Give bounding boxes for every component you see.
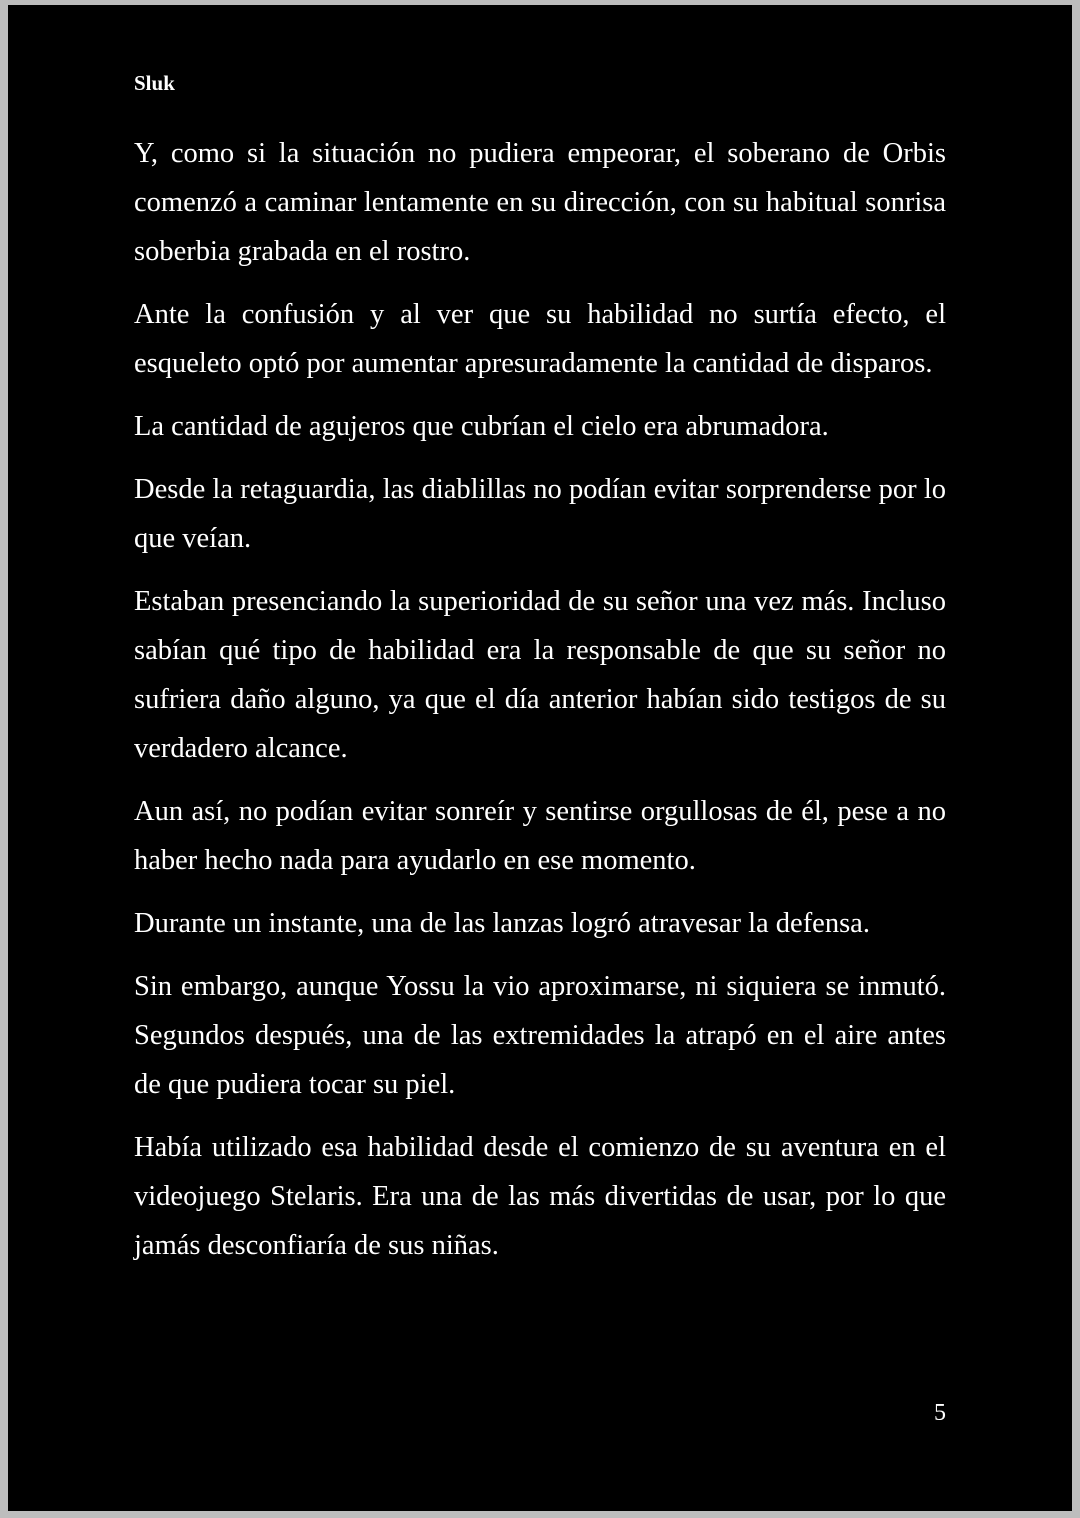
paragraph-9: Había utilizado esa habilidad desde el comienzo de su aventura en el videojuego Stelaris. Era una de las más divertidas de usar, por lo que jamás desconfiaría de sus niñas. — [134, 1132, 946, 1261]
paragraph-8: Sin embargo, aunque Yossu la vio aproximarse, ni siquiera se inmutó. Segundos después, una de las extremidades la atrapó en el aire antes de que pudiera tocar su piel. — [134, 971, 946, 1100]
paragraph-3: La cantidad de agujeros que cubrían el cielo era abrumadora. — [134, 411, 829, 442]
page-number: 5 — [934, 1400, 946, 1426]
paragraph-5: Estaban presenciando la superioridad de su señor una vez más. Incluso sabían qué tipo de habilidad era la responsable de que su señor no sufriera daño alguno, ya que el día anterior habían sido testigos de su verdadero alcance. — [134, 586, 946, 764]
paragraph-2: Ante la confusión y al ver que su habilidad no surtía efecto, el esqueleto optó por aumentar apresuradamente la cantidad de disparos. — [134, 299, 946, 379]
paragraph-1: Y, como si la situación no pudiera empeorar, el soberano de Orbis comenzó a caminar lentamente en su dirección, con su habitual sonrisa soberbia grabada en el rostro. — [134, 138, 946, 267]
paragraph-4: Desde la retaguardia, las diablillas no podían evitar sorprenderse por lo que veían. — [134, 474, 946, 554]
running-header-title: Sluk — [134, 71, 175, 95]
document-page — [8, 5, 1072, 1511]
paragraph-6: Aun así, no podían evitar sonreír y sentirse orgullosas de él, pese a no haber hecho nada para ayudarlo en ese momento. — [134, 796, 946, 876]
body-text — [134, 129, 946, 1284]
paragraph-7: Durante un instante, una de las lanzas logró atravesar la defensa. — [134, 908, 870, 939]
